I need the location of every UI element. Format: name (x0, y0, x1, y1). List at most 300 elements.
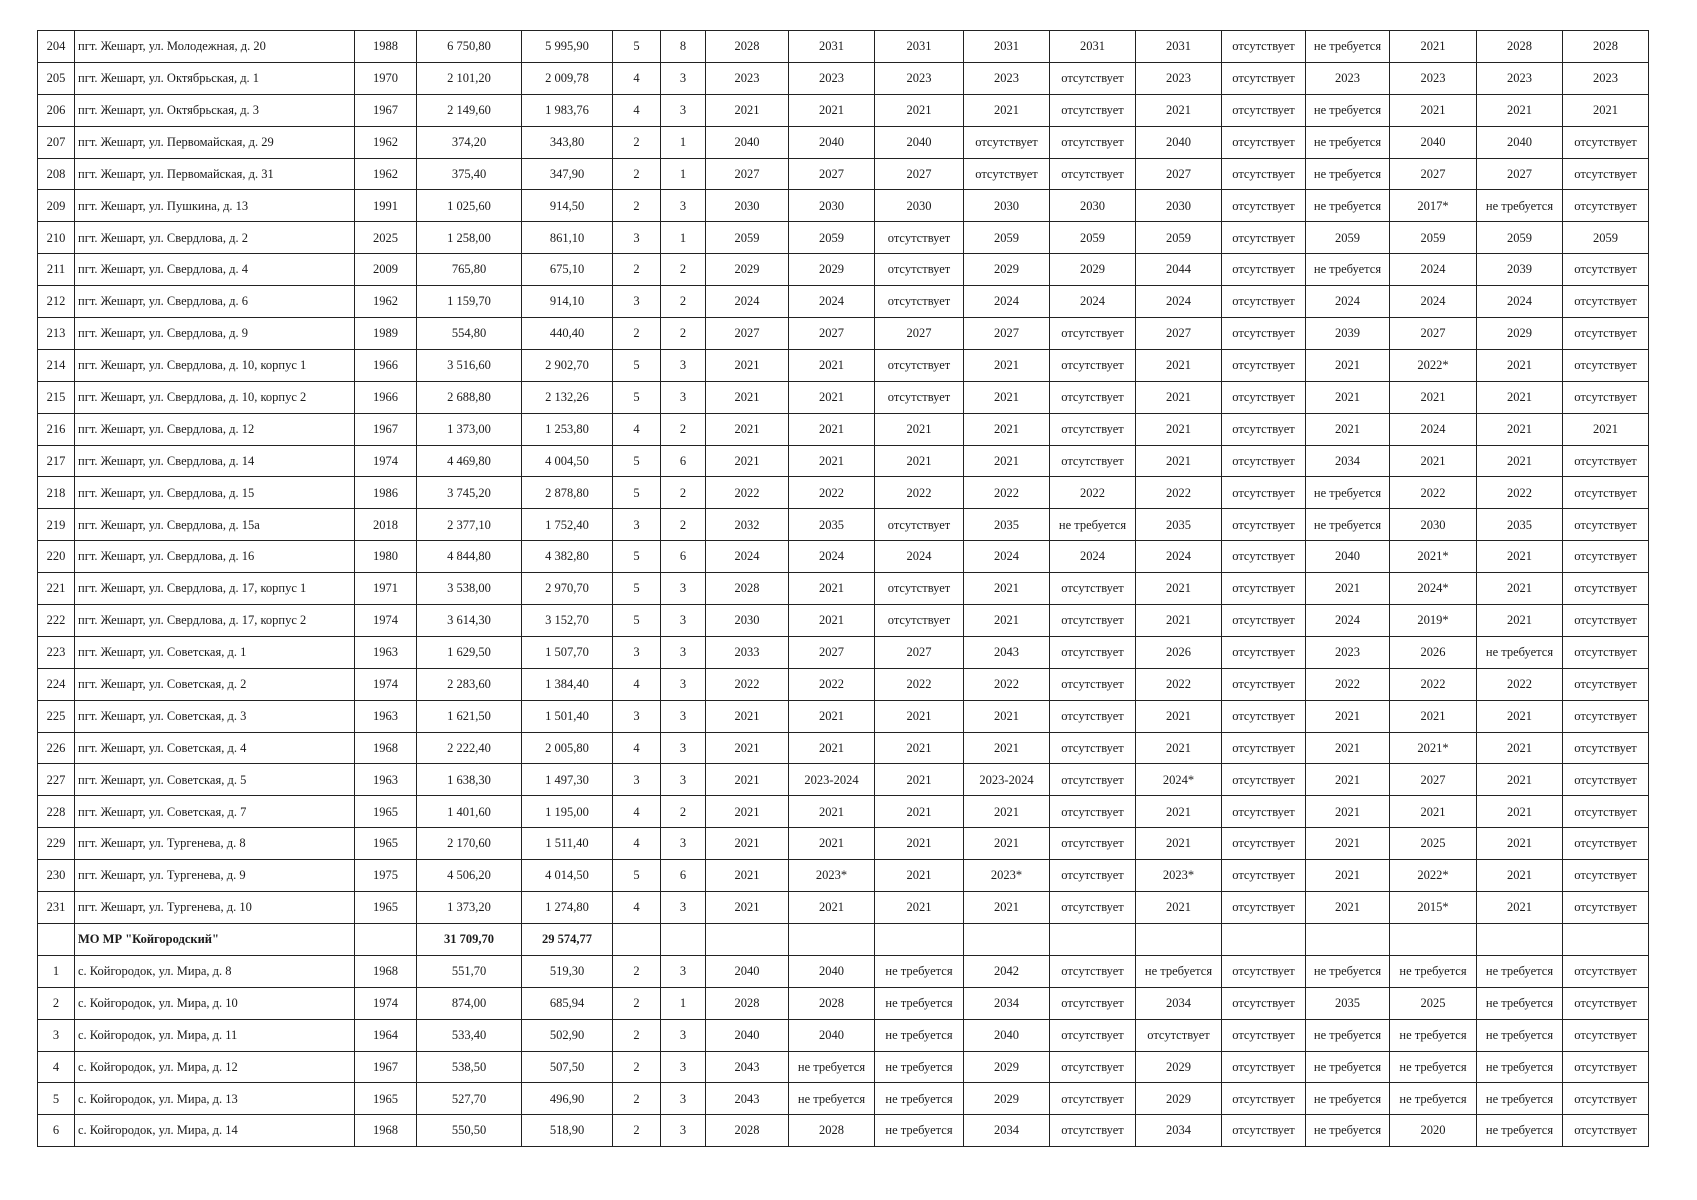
table-cell: 554,80 (417, 318, 522, 350)
table-cell: отсутствует (1222, 286, 1306, 318)
table-cell: 6 (661, 860, 706, 892)
table-cell: 2024 (1306, 286, 1390, 318)
table-cell: 2021 (964, 732, 1050, 764)
table-cell: 496,90 (522, 1083, 613, 1115)
table-cell: 2022 (875, 668, 964, 700)
table-cell: 1963 (355, 636, 417, 668)
table-cell: 1963 (355, 764, 417, 796)
table-cell: 2015* (1390, 892, 1477, 924)
table-cell: отсутствует (1050, 605, 1136, 637)
table-row (38, 126, 1649, 158)
table-cell: 2017* (1390, 190, 1477, 222)
table-cell: отсутствует (1563, 318, 1649, 350)
table-cell: 874,00 (417, 987, 522, 1019)
table-cell: 1 253,80 (522, 413, 613, 445)
table-cell: отсутствует (875, 254, 964, 286)
table-cell: 3 (661, 732, 706, 764)
table-cell: не требуется (1390, 1051, 1477, 1083)
table-cell: 2044 (1136, 254, 1222, 286)
table-cell: 4 (613, 668, 661, 700)
table-cell: 2 (613, 1083, 661, 1115)
table-cell: 2 (661, 318, 706, 350)
table-cell: 2040 (1477, 126, 1563, 158)
table-cell: отсутствует (1563, 700, 1649, 732)
table-cell: 2021 (964, 349, 1050, 381)
table-cell: не требуется (875, 1083, 964, 1115)
table-row (38, 509, 1649, 541)
table-row (38, 1019, 1649, 1051)
table-cell: 5 (613, 477, 661, 509)
table-cell: не требуется (1306, 509, 1390, 541)
table-cell: 2030 (706, 190, 789, 222)
table-cell: 2021 (789, 413, 875, 445)
table-row (38, 1083, 1649, 1115)
document-sheet (37, 30, 1649, 1147)
table-cell: 1 621,50 (417, 700, 522, 732)
table-row (38, 828, 1649, 860)
table-row (38, 636, 1649, 668)
table-row (38, 700, 1649, 732)
table-cell: 1980 (355, 541, 417, 573)
table-cell: не требуется (1136, 955, 1222, 987)
table-cell: 1989 (355, 318, 417, 350)
table-row (38, 573, 1649, 605)
table-cell: 2021 (706, 828, 789, 860)
table-cell: 2021 (1477, 764, 1563, 796)
table-body (38, 31, 1649, 1147)
table-cell: не требуется (1477, 190, 1563, 222)
table-cell: отсутствует (1563, 445, 1649, 477)
table-cell: 2 (613, 158, 661, 190)
table-cell: 2 (613, 126, 661, 158)
table-cell: 2021 (875, 700, 964, 732)
table-cell: 2024 (964, 541, 1050, 573)
table-cell: 2021 (1390, 700, 1477, 732)
table-cell: отсутствует (1563, 509, 1649, 541)
table-cell: 2059 (1136, 222, 1222, 254)
table-cell: 2023 (1477, 62, 1563, 94)
row-number-cell: 216 (38, 413, 75, 445)
table-cell: 1970 (355, 62, 417, 94)
row-number-cell: 205 (38, 62, 75, 94)
table-cell: отсутствует (1050, 573, 1136, 605)
address-cell: пгт. Жешарт, ул. Советская, д. 4 (75, 732, 355, 764)
table-cell: 2027 (789, 318, 875, 350)
table-cell: 1974 (355, 605, 417, 637)
table-cell: 3 (613, 509, 661, 541)
table-cell: 2021 (1477, 732, 1563, 764)
table-cell: 2024 (1136, 541, 1222, 573)
table-cell: 2 (613, 318, 661, 350)
table-cell: 2 (613, 987, 661, 1019)
row-number-cell: 218 (38, 477, 75, 509)
table-cell: 2025 (1390, 828, 1477, 860)
table-cell: отсутствует (1050, 860, 1136, 892)
table-cell: 1 752,40 (522, 509, 613, 541)
table-cell: отсутствует (1222, 445, 1306, 477)
table-cell: 1 025,60 (417, 190, 522, 222)
table-cell: отсутствует (1050, 126, 1136, 158)
table-cell: 3 745,20 (417, 477, 522, 509)
table-cell: не требуется (1306, 1019, 1390, 1051)
table-cell: не требуется (1306, 1083, 1390, 1115)
table-cell (875, 923, 964, 955)
table-cell: 2021 (706, 732, 789, 764)
table-cell: 2028 (706, 31, 789, 63)
address-cell: пгт. Жешарт, ул. Свердлова, д. 9 (75, 318, 355, 350)
table-cell: 2034 (964, 1115, 1050, 1147)
table-cell: отсутствует (1050, 1115, 1136, 1147)
table-cell: 2021 (964, 94, 1050, 126)
table-cell: 3 (613, 286, 661, 318)
table-cell: не требуется (875, 1051, 964, 1083)
table-cell: 2029 (964, 1051, 1050, 1083)
table-cell: 2035 (1306, 987, 1390, 1019)
table-cell: 5 (613, 860, 661, 892)
address-cell: пгт. Жешарт, ул. Свердлова, д. 16 (75, 541, 355, 573)
table-cell: 2 970,70 (522, 573, 613, 605)
table-cell: 2026 (1390, 636, 1477, 668)
address-cell: пгт. Жешарт, ул. Свердлова, д. 4 (75, 254, 355, 286)
table-cell: 2022 (706, 668, 789, 700)
table-cell: отсутствует (875, 349, 964, 381)
table-cell: 31 709,70 (417, 923, 522, 955)
table-row (38, 860, 1649, 892)
table-cell: отсутствует (1563, 126, 1649, 158)
table-cell: 2 (613, 1115, 661, 1147)
table-cell: не требуется (1306, 955, 1390, 987)
row-number-cell: 219 (38, 509, 75, 541)
table-cell: не требуется (1477, 1019, 1563, 1051)
table-cell: 518,90 (522, 1115, 613, 1147)
row-number-cell: 222 (38, 605, 75, 637)
table-cell: не требуется (1477, 1051, 1563, 1083)
table-cell: 2021 (964, 700, 1050, 732)
table-cell: 1966 (355, 381, 417, 413)
table-cell: 2021 (789, 94, 875, 126)
table-row (38, 987, 1649, 1019)
row-number-cell: 208 (38, 158, 75, 190)
table-cell: отсутствует (1222, 828, 1306, 860)
table-cell: 1 983,76 (522, 94, 613, 126)
table-cell: 2021 (1477, 541, 1563, 573)
table-cell: 2021 (789, 700, 875, 732)
table-cell: 2029 (1477, 318, 1563, 350)
table-cell: 4 014,50 (522, 860, 613, 892)
table-cell: отсутствует (1222, 94, 1306, 126)
table-cell: 2024 (706, 286, 789, 318)
row-number-cell: 226 (38, 732, 75, 764)
table-cell: 2019* (1390, 605, 1477, 637)
table-cell: 2025 (355, 222, 417, 254)
table-cell: 2021 (1306, 700, 1390, 732)
table-cell: 1964 (355, 1019, 417, 1051)
table-cell: 2030 (1136, 190, 1222, 222)
table-cell: 2 (661, 509, 706, 541)
table-cell: 2023 (1390, 62, 1477, 94)
table-cell: 3 (661, 636, 706, 668)
table-cell: отсутствует (1222, 349, 1306, 381)
table-cell: 2030 (1390, 509, 1477, 541)
table-cell: 2024 (789, 541, 875, 573)
table-cell: 2028 (1563, 31, 1649, 63)
table-cell: 2021 (875, 764, 964, 796)
table-cell: 2027 (1477, 158, 1563, 190)
table-cell: 4 844,80 (417, 541, 522, 573)
table-cell: 2027 (1390, 158, 1477, 190)
table-cell: 2021 (1306, 349, 1390, 381)
row-number-cell: 5 (38, 1083, 75, 1115)
table-cell: 4 (613, 413, 661, 445)
table-cell: отсутствует (1222, 1115, 1306, 1147)
address-cell: пгт. Жешарт, ул. Тургенева, д. 8 (75, 828, 355, 860)
table-cell: отсутствует (1563, 732, 1649, 764)
table-row (38, 62, 1649, 94)
row-number-cell: 4 (38, 1051, 75, 1083)
table-cell: отсутствует (1050, 413, 1136, 445)
table-cell: 2021 (706, 445, 789, 477)
table-cell: 2031 (964, 31, 1050, 63)
table-cell: 2040 (1306, 541, 1390, 573)
table-cell: 2 (613, 955, 661, 987)
address-cell: с. Койгородок, ул. Мира, д. 10 (75, 987, 355, 1019)
table-cell: отсутствует (1050, 381, 1136, 413)
table-cell: отсутствует (1222, 668, 1306, 700)
table-cell: 2021 (1477, 381, 1563, 413)
table-cell: отсутствует (1050, 349, 1136, 381)
table-cell: отсутствует (1563, 796, 1649, 828)
table-cell: 6 (661, 445, 706, 477)
table-cell: отсутствует (1563, 955, 1649, 987)
table-cell: 3 (661, 892, 706, 924)
table-cell: отсутствует (1050, 668, 1136, 700)
row-number-cell: 231 (38, 892, 75, 924)
table-cell: отсутствует (1222, 477, 1306, 509)
address-cell: пгт. Жешарт, ул. Советская, д. 1 (75, 636, 355, 668)
table-cell: 861,10 (522, 222, 613, 254)
table-cell: 2021 (964, 796, 1050, 828)
table-cell: 2040 (875, 126, 964, 158)
table-cell: 2 132,26 (522, 381, 613, 413)
table-cell: не требуется (1477, 955, 1563, 987)
table-cell: 2022 (706, 477, 789, 509)
table-cell: 2039 (1306, 318, 1390, 350)
table-cell: 1967 (355, 413, 417, 445)
table-cell: отсутствует (1050, 158, 1136, 190)
table-cell: 3 (661, 605, 706, 637)
housing-table (37, 30, 1649, 1147)
table-cell: 2021 (1306, 732, 1390, 764)
table-cell: 2021 (875, 796, 964, 828)
table-row (38, 94, 1649, 126)
table-cell: 2022 (789, 668, 875, 700)
table-cell: 2027 (1136, 158, 1222, 190)
table-cell: 2021 (1477, 700, 1563, 732)
table-cell: 2 005,80 (522, 732, 613, 764)
table-cell: 2022 (1136, 477, 1222, 509)
table-cell: 1988 (355, 31, 417, 63)
table-cell: 2028 (706, 573, 789, 605)
row-number-cell: 220 (38, 541, 75, 573)
table-cell: 538,50 (417, 1051, 522, 1083)
table-cell: 1 401,60 (417, 796, 522, 828)
table-cell: 2021 (1136, 892, 1222, 924)
table-cell: 2024 (1050, 286, 1136, 318)
table-cell: 3 (613, 700, 661, 732)
table-cell: 2021 (706, 796, 789, 828)
table-cell: 2021 (1477, 349, 1563, 381)
table-cell: отсутствует (1222, 636, 1306, 668)
address-cell: с. Койгородок, ул. Мира, д. 8 (75, 955, 355, 987)
table-cell (661, 923, 706, 955)
table-cell: не требуется (1306, 1115, 1390, 1147)
address-cell: пгт. Жешарт, ул. Пушкина, д. 13 (75, 190, 355, 222)
table-cell: 2059 (1390, 222, 1477, 254)
table-cell: 2027 (706, 318, 789, 350)
table-cell: не требуется (789, 1083, 875, 1115)
table-cell: 2 (661, 796, 706, 828)
table-row (38, 892, 1649, 924)
table-cell: отсутствует (1050, 828, 1136, 860)
table-cell: 5 (613, 605, 661, 637)
table-cell: 2023* (964, 860, 1050, 892)
table-cell: 1 195,00 (522, 796, 613, 828)
table-cell: 5 (613, 381, 661, 413)
table-cell: 2021 (1136, 381, 1222, 413)
table-cell: отсутствует (1050, 94, 1136, 126)
table-cell: 2025 (1390, 987, 1477, 1019)
table-cell (1306, 923, 1390, 955)
table-cell: 3 538,00 (417, 573, 522, 605)
table-cell: 2040 (789, 1019, 875, 1051)
table-cell: отсутствует (1222, 190, 1306, 222)
table-cell: 2021 (1136, 828, 1222, 860)
table-cell: 4 004,50 (522, 445, 613, 477)
table-cell: 2021 (1306, 860, 1390, 892)
table-cell: 2024 (1390, 286, 1477, 318)
table-cell: 2021 (789, 892, 875, 924)
table-cell: отсутствует (1563, 190, 1649, 222)
table-cell: 2021 (1136, 796, 1222, 828)
table-cell: 2021 (1390, 381, 1477, 413)
table-cell: отсутствует (1563, 605, 1649, 637)
table-cell: 3 (613, 636, 661, 668)
table-cell: 2023 (1563, 62, 1649, 94)
table-cell: 2021 (875, 860, 964, 892)
table-cell: 2035 (1136, 509, 1222, 541)
table-cell: 2024 (1050, 541, 1136, 573)
table-cell: 2021 (964, 573, 1050, 605)
address-cell: с. Койгородок, ул. Мира, д. 11 (75, 1019, 355, 1051)
table-cell: 2022 (1477, 477, 1563, 509)
table-cell: отсутствует (1563, 987, 1649, 1019)
table-cell: 4 (613, 94, 661, 126)
table-cell: 2034 (964, 987, 1050, 1019)
table-cell: 2 170,60 (417, 828, 522, 860)
table-cell: 2 902,70 (522, 349, 613, 381)
table-cell: отсутствует (875, 381, 964, 413)
table-cell: 2 283,60 (417, 668, 522, 700)
table-cell: 6 (661, 541, 706, 573)
table-cell: 2021 (1563, 413, 1649, 445)
address-cell: пгт. Жешарт, ул. Свердлова, д. 6 (75, 286, 355, 318)
table-cell: 2 222,40 (417, 732, 522, 764)
table-cell: отсутствует (1563, 892, 1649, 924)
row-number-cell: 210 (38, 222, 75, 254)
table-cell: 1968 (355, 1115, 417, 1147)
table-cell: 5 (613, 31, 661, 63)
table-cell: 2021* (1390, 732, 1477, 764)
table-cell: отсутствует (1050, 764, 1136, 796)
table-cell: 2040 (706, 955, 789, 987)
table-cell: 3 (661, 668, 706, 700)
table-cell: отсутствует (1563, 573, 1649, 605)
table-cell: отсутствует (1222, 892, 1306, 924)
table-cell: не требуется (1477, 987, 1563, 1019)
table-cell: отсутствует (1050, 636, 1136, 668)
table-cell: не требуется (1477, 1115, 1563, 1147)
table-cell: 3 516,60 (417, 349, 522, 381)
table-cell: 2021 (706, 349, 789, 381)
table-row (38, 605, 1649, 637)
table-cell: отсутствует (1563, 286, 1649, 318)
row-number-cell: 224 (38, 668, 75, 700)
table-cell: 2027 (1136, 318, 1222, 350)
table-cell: отсутствует (1050, 892, 1136, 924)
table-cell: 2023 (1306, 62, 1390, 94)
table-cell: 1967 (355, 94, 417, 126)
table-cell: не требуется (1477, 636, 1563, 668)
table-cell: не требуется (1306, 190, 1390, 222)
row-number-cell: 214 (38, 349, 75, 381)
table-cell: 1974 (355, 987, 417, 1019)
table-cell: 1965 (355, 1083, 417, 1115)
table-cell: 1971 (355, 573, 417, 605)
table-cell: 2024 (1306, 605, 1390, 637)
table-cell: 1974 (355, 445, 417, 477)
table-cell: 3 (661, 764, 706, 796)
table-cell: 2027 (1390, 318, 1477, 350)
table-cell: 3 (661, 828, 706, 860)
table-cell: 2039 (1477, 254, 1563, 286)
table-row (38, 955, 1649, 987)
table-cell: 440,40 (522, 318, 613, 350)
table-cell: 2021 (706, 892, 789, 924)
table-cell: 2021 (1306, 413, 1390, 445)
table-cell: 2023-2024 (964, 764, 1050, 796)
table-cell: 2029 (1050, 254, 1136, 286)
table-cell: 2 878,80 (522, 477, 613, 509)
table-cell: 3 (661, 190, 706, 222)
table-cell: 2023 (1136, 62, 1222, 94)
table-cell: 1 497,30 (522, 764, 613, 796)
table-cell: отсутствует (1222, 955, 1306, 987)
table-cell: отсутствует (1222, 860, 1306, 892)
table-cell: отсутствует (1563, 477, 1649, 509)
table-cell: 3 (661, 349, 706, 381)
row-number-cell: 1 (38, 955, 75, 987)
table-cell: 375,40 (417, 158, 522, 190)
table-cell: 2059 (1050, 222, 1136, 254)
table-cell: 2024 (789, 286, 875, 318)
table-cell: 2 (661, 254, 706, 286)
table-cell: 3 152,70 (522, 605, 613, 637)
table-cell: 2022 (1050, 477, 1136, 509)
table-cell: 2021 (1136, 349, 1222, 381)
table-cell: 2 (613, 190, 661, 222)
table-cell: 2030 (875, 190, 964, 222)
table-cell: отсутствует (1222, 62, 1306, 94)
